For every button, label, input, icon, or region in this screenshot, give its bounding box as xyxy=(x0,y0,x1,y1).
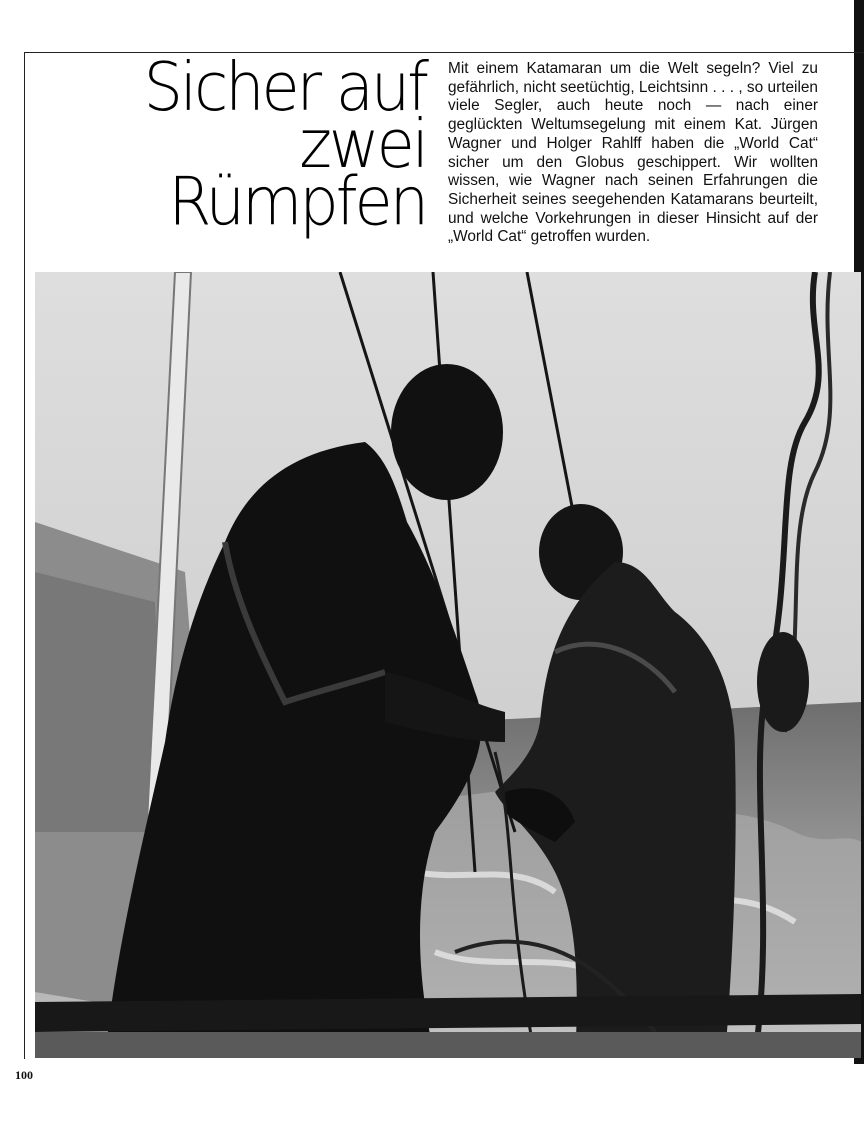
pulley-block xyxy=(757,632,809,732)
headline-line-1: Sicher auf xyxy=(143,47,426,127)
headline-line-2: zwei xyxy=(299,104,426,184)
headline-line-3: Rümpfen xyxy=(168,161,426,241)
article-intro: Mit einem Katamaran um die Welt segeln? Viel zu gefährlich, nicht seetüchtig, Leichtsinn . . . , so urteilen viele Segler, auch heute noch — nach einer geglückten Weltumsegelung mit einem Kat. Jürgen Wagner und Holger Rahlff haben die „World Cat“ sicher um den Globus geschippert. Wir wollten wissen, wie Wagner nach seinen Erfahrungen die Sicherheit seines seegehenden Katamarans beurteilt, und welche Vorkehrungen in dieser Hinsicht auf der „World Cat“ getroffen wurden. xyxy=(448,60,818,246)
photo-illustration xyxy=(35,272,861,1058)
page-number: 100 xyxy=(15,1068,33,1082)
article-headline xyxy=(120,47,426,241)
article-photo xyxy=(35,272,861,1058)
